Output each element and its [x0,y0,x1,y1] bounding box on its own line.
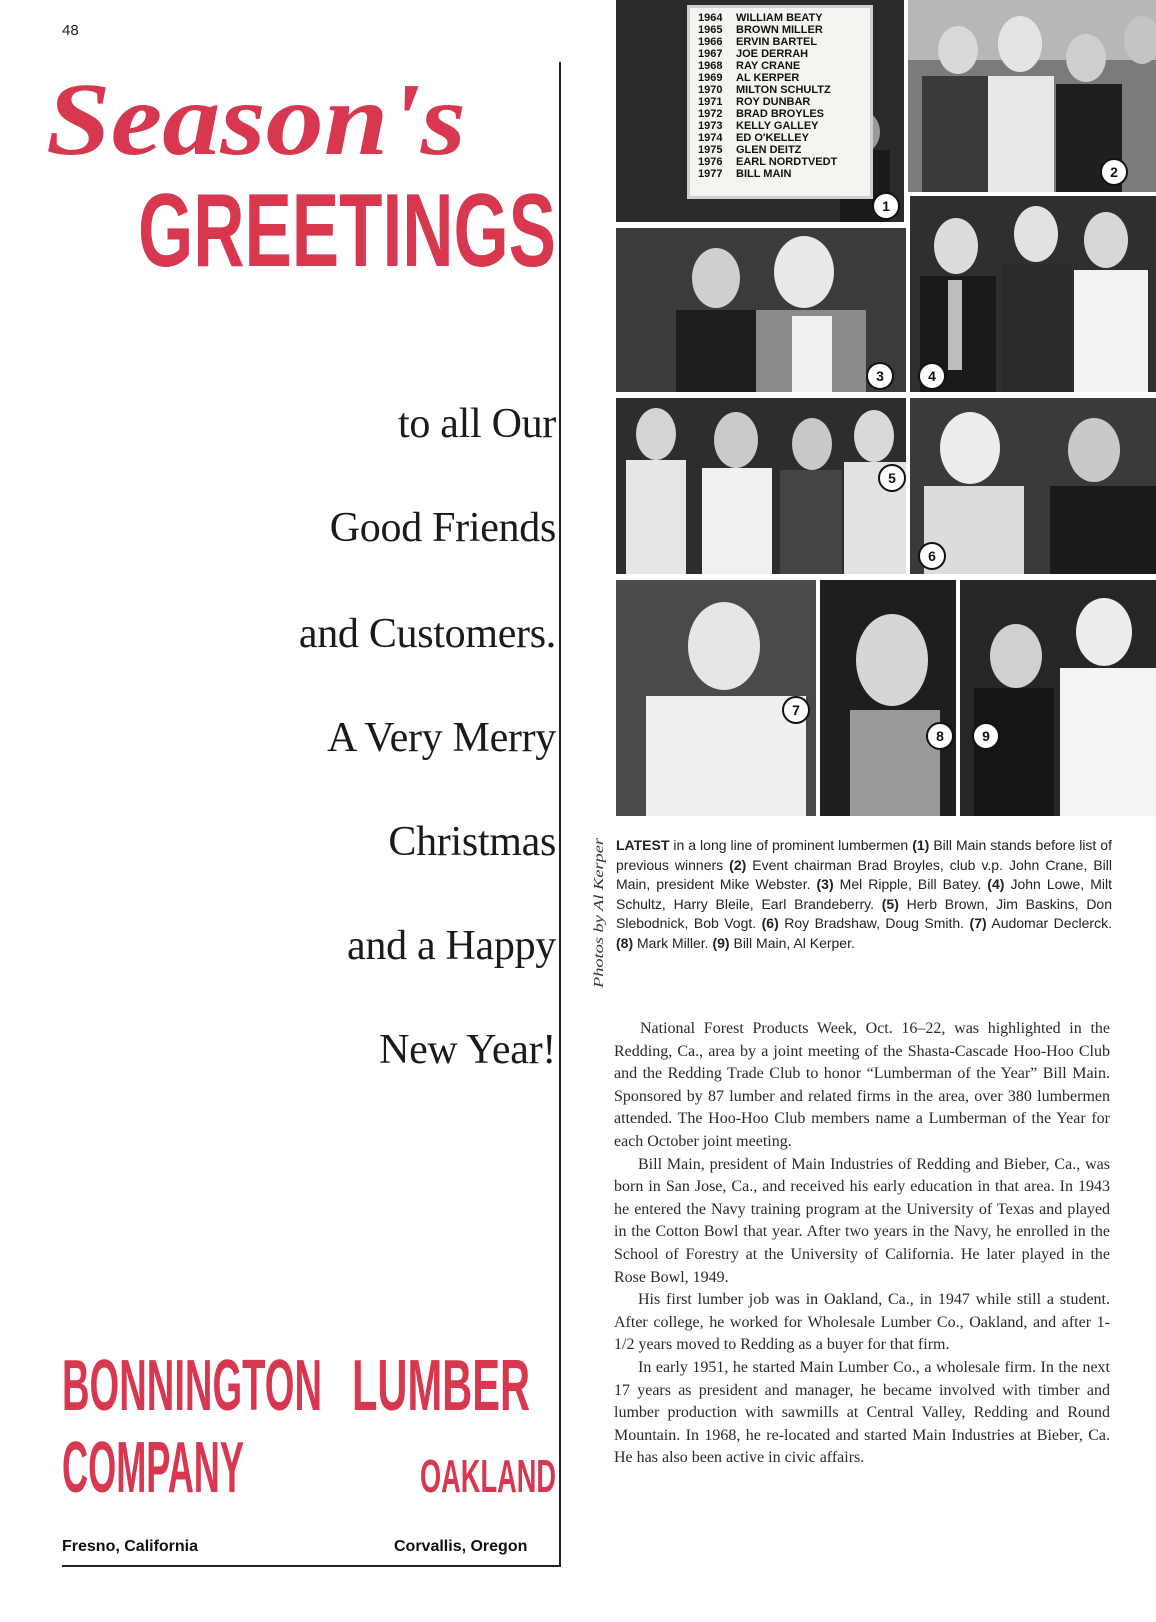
greetings-text: GREETINGS [138,173,556,278]
greeting-line-6: and a Happy [347,923,556,969]
company-word-lumber: LUMBER [352,1346,530,1426]
greeting-line-7: New Year! [379,1027,556,1073]
article-paragraph: Bill Main, president of Main Industries of Redding and Bieber, Ca., was born in San Jose, Ca., and received his early education in that area. In 1943 he entered the Navy training program at the University of Texas and played in the Cotton Bowl that year. After two years in the Navy, he enrolled in the School of Forestry at the University of California. He later played in the Rose Bowl, 1949. [614,1155,1110,1286]
caption-lead: LATEST [616,837,670,853]
photo-badge-9: 9 [972,722,1000,750]
caption-num: (9) [712,934,730,951]
caption-num: (2) [729,856,747,873]
caption-num: (4) [987,876,1005,892]
company-name [60,1340,560,1500]
company-word-bonnington: BONNINGTON [62,1346,322,1426]
photo-4-figure [910,196,1156,392]
photo-badge-7: 7 [782,696,810,724]
photo-6 [910,398,1156,574]
caption-num: (3) [816,876,834,892]
caption-text: John Lowe, Milt Schultz, Harry Bleile, Earl Brandeberry. [616,876,1112,912]
ad-border-bottom [62,1565,561,1567]
photo-3-figure [616,228,906,392]
winner-row: 1973 KELLY GALLEY [698,120,819,132]
winner-row: 1964 WILLIAM BEATY [698,12,823,24]
page-number: 48 [62,22,79,39]
greeting-line-3: and Customers. [298,611,556,657]
photo-8 [820,580,956,816]
photo-7-figure [616,580,816,816]
greeting-line-1: to all Our [398,401,556,447]
photo-9 [960,580,1156,816]
article-body [614,1018,1110,1470]
greeting-line-2: Good Friends [329,505,556,551]
caption-text: Herb Brown, Jim Baskins, Don Slebodnick, Bob Vogt. [616,895,1112,931]
photo-8-figure [820,580,956,816]
caption-num: (7) [969,915,987,931]
winner-row: 1976 EARL NORDTVEDT [698,156,838,168]
caption-num: (6) [761,915,779,931]
winner-row: 1977 BILL MAIN [698,168,792,180]
caption-text: Event chairman Brad Broyles, club v.p. John Crane, Bill Main, president Mike Webster. [616,856,1113,892]
greetings-heading [138,168,558,278]
caption-text: Audomar Declerck. [986,915,1112,931]
photo-badge-5: 5 [878,464,906,492]
caption-text: Roy Bradshaw, Doug Smith. [778,915,970,931]
photo-credit-text: Photos by Al Kerper [592,873,607,988]
photo-badge-8: 8 [926,722,954,750]
photo-badge-4: 4 [918,362,946,390]
company-word-company: COMPANY [62,1428,245,1500]
winner-row: 1975 GLEN DEITZ [698,144,802,156]
caption-num: (8) [616,934,634,951]
photo-badge-6: 6 [918,542,946,570]
winner-row: 1972 BRAD BROYLES [698,108,825,120]
caption-num: (1) [912,837,930,853]
photo-9-figure [960,580,1156,816]
greeting-line-5: Christmas [388,819,556,865]
seasons-text: Season's [46,62,466,177]
caption-intro: in a long line of prominent lumbermen [669,837,913,853]
photo-badge-3: 3 [866,362,894,390]
caption-text: Mel Ripple, Bill Batey. [833,876,988,892]
article-paragraph: National Forest Products Week, Oct. 16–22, was highlighted in the Redding, Ca., area by a joint meeting of the Shasta-Cascade Hoo-Hoo Club and the Redding Trade Club to honor “Lumberman of the Year” Bill Main. Sponsored by 87 lumber and related firms in the area, over 380 lumbermen attended. The Hoo-Hoo Club members name a Lumberman of the Year for each October joint meeting. [614,1020,1110,1150]
winner-row: 1965 BROWN MILLER [698,24,823,36]
caption-num: (5) [881,895,899,912]
caption-text: Mark Miller. [633,934,713,951]
winner-row: 1967 JOE DERRAH [698,48,809,60]
caption-text: Bill Main stands before list of previous winners [616,837,1112,873]
winners-board [690,8,870,196]
winner-row: 1970 MILTON SCHULTZ [698,84,831,96]
photo-7 [616,580,816,816]
photo-credit [588,832,608,992]
winner-row: 1969 AL KERPER [698,72,800,84]
greeting-line-4: A Very Merry [327,715,556,761]
photo-3 [616,228,906,392]
article-paragraph: His first lumber job was in Oakland, Ca., in 1947 while still a student. After college, he worked for Wholesale Lumber Co., Oakland, and after 1-1/2 years moved to Redding as a buyer for that firm. [614,1291,1110,1354]
photo-6-figure [910,398,1156,574]
photo-badge-2: 2 [1100,158,1128,186]
caption-text: Bill Main, Al Kerper. [729,934,855,951]
photo-5 [616,398,906,574]
location-fresno: Fresno, California [62,1538,199,1555]
photo-badge-1: 1 [872,192,900,220]
winner-row: 1974 ED O'KELLEY [698,132,809,144]
winner-row: 1971 ROY DUNBAR [698,96,811,108]
photo-5-figure [616,398,906,574]
photo-4 [910,196,1156,392]
article-paragraph: In early 1951, he started Main Lumber Co., a wholesale firm. In the next 17 years as president and manager, he became involved with timber and lumber production with sawmills at Central Valley, Redding and Round Mountain. In 1968, he re-located and started Main Industries at Bieber, Ca. He has also been active in civic affairs. [614,1358,1110,1467]
photo-caption [616,836,1112,953]
winner-row: 1966 ERVIN BARTEL [698,36,818,48]
location-corvallis: Corvallis, Oregon [394,1538,528,1555]
company-city-oakland: OAKLAND [420,1450,556,1500]
winner-row: 1968 RAY CRANE [698,60,801,72]
